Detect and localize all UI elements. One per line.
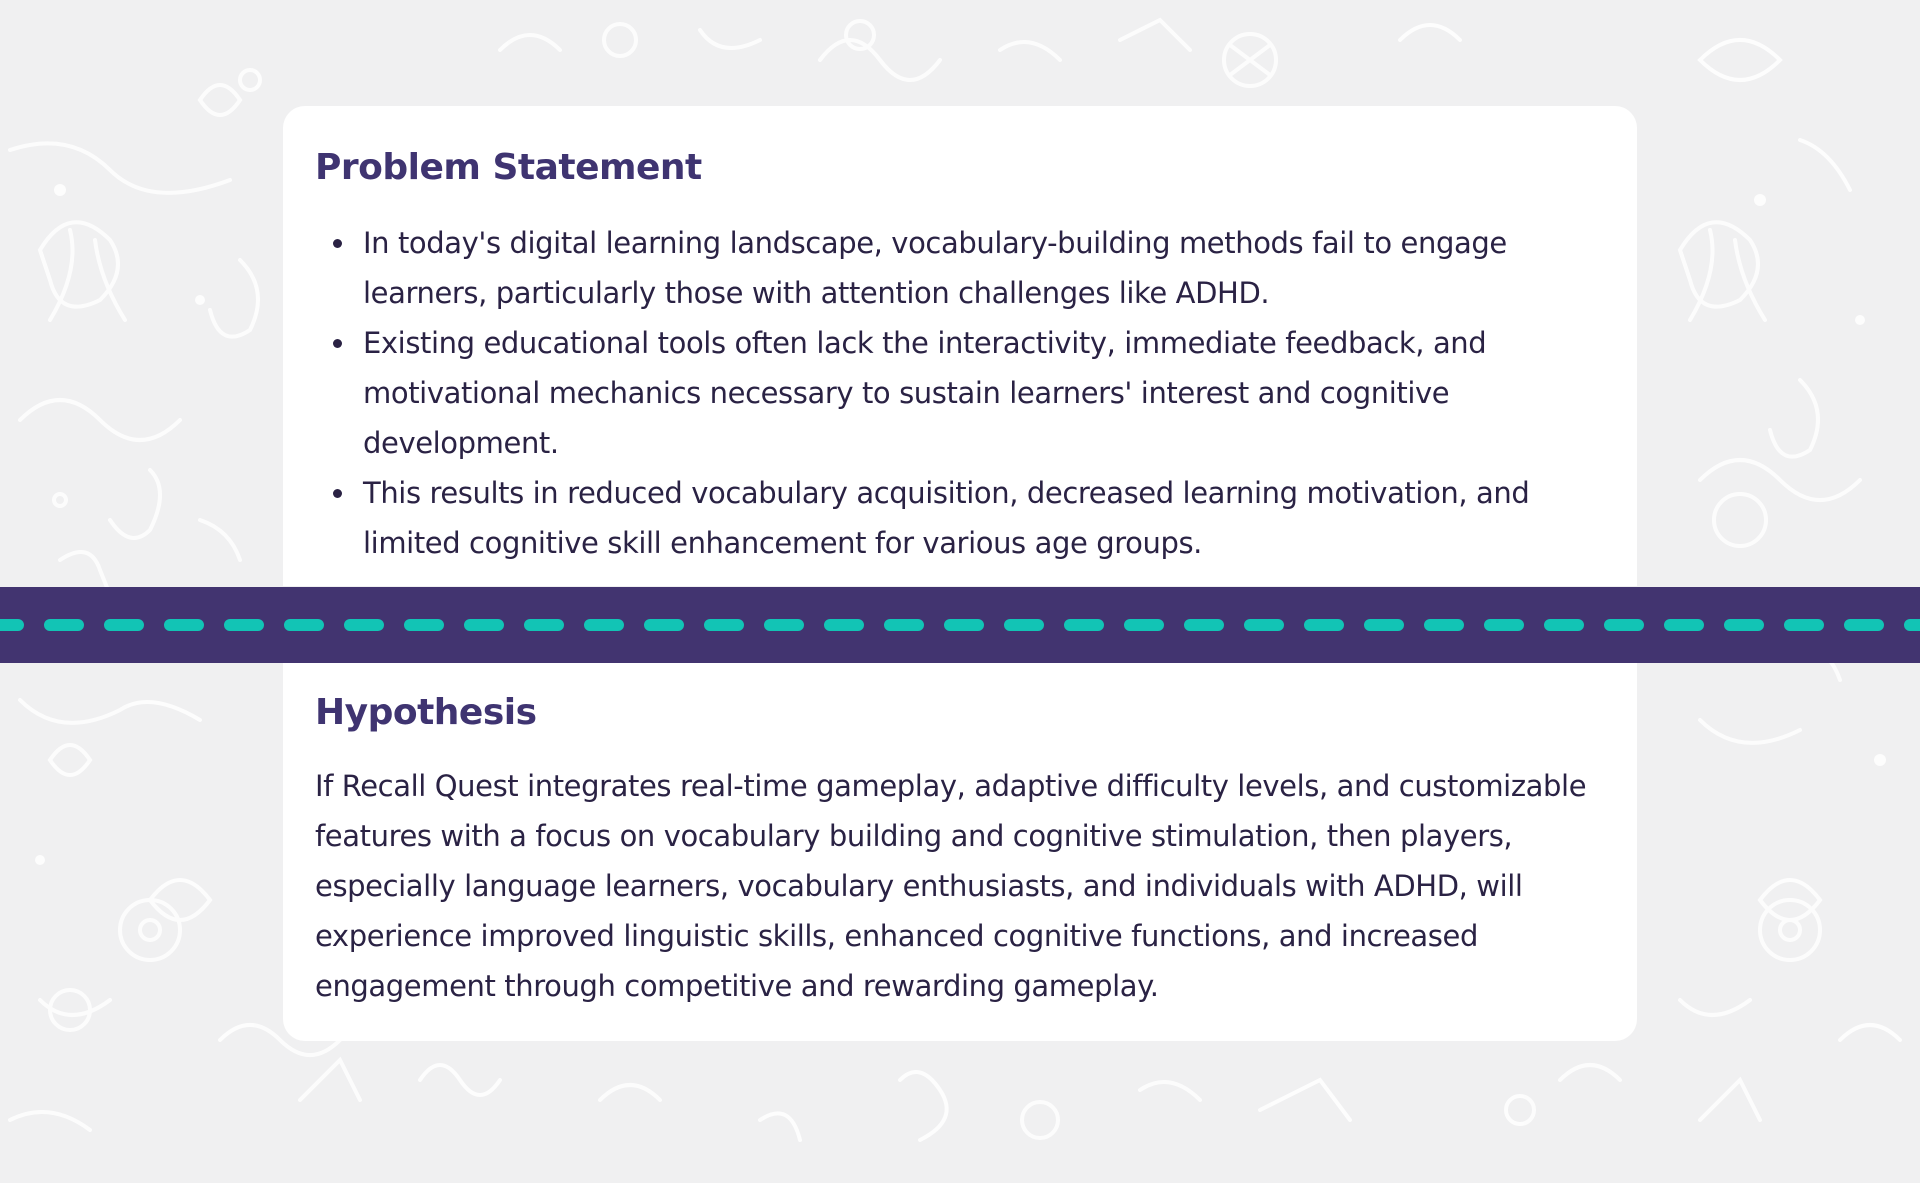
problem-statement-title: Problem Statement (315, 147, 702, 188)
hypothesis-card (283, 663, 1637, 1041)
problem-bullet-text: In today's digital learning landscape, vocabulary-building methods fail to engage learners, particularly those with attention challenges like ADHD. (363, 226, 1507, 310)
problem-bullet-list (315, 218, 1605, 568)
hypothesis-title: Hypothesis (315, 692, 537, 733)
problem-bullet-text: This results in reduced vocabulary acquisition, decreased learning motivation, and limited cognitive skill enhancement for various age groups. (363, 476, 1530, 560)
hypothesis-text: If Recall Quest integrates real-time gameplay, adaptive difficulty levels, and customizable features with a focus on vocabulary building and cognitive stimulation, then players, especially language learners, vocabulary enthusiasts, and individuals with ADHD, will experience improved linguistic skills, enhanced cognitive functions, and increased engagement through competitive and rewarding gameplay. (315, 769, 1587, 1003)
problem-bullet (315, 218, 1605, 318)
dashed-divider-band (0, 587, 1920, 663)
problem-bullet-text: Existing educational tools often lack the interactivity, immediate feedback, and motivational mechanics necessary to sustain learners' interest and cognitive development. (363, 326, 1487, 460)
dashed-line-icon (0, 587, 1920, 663)
problem-statement-card (283, 106, 1637, 586)
bullet-dot-icon (333, 339, 342, 348)
problem-bullet (315, 318, 1605, 468)
bullet-dot-icon (333, 239, 342, 248)
bullet-dot-icon (333, 489, 342, 498)
problem-bullet (315, 468, 1605, 568)
